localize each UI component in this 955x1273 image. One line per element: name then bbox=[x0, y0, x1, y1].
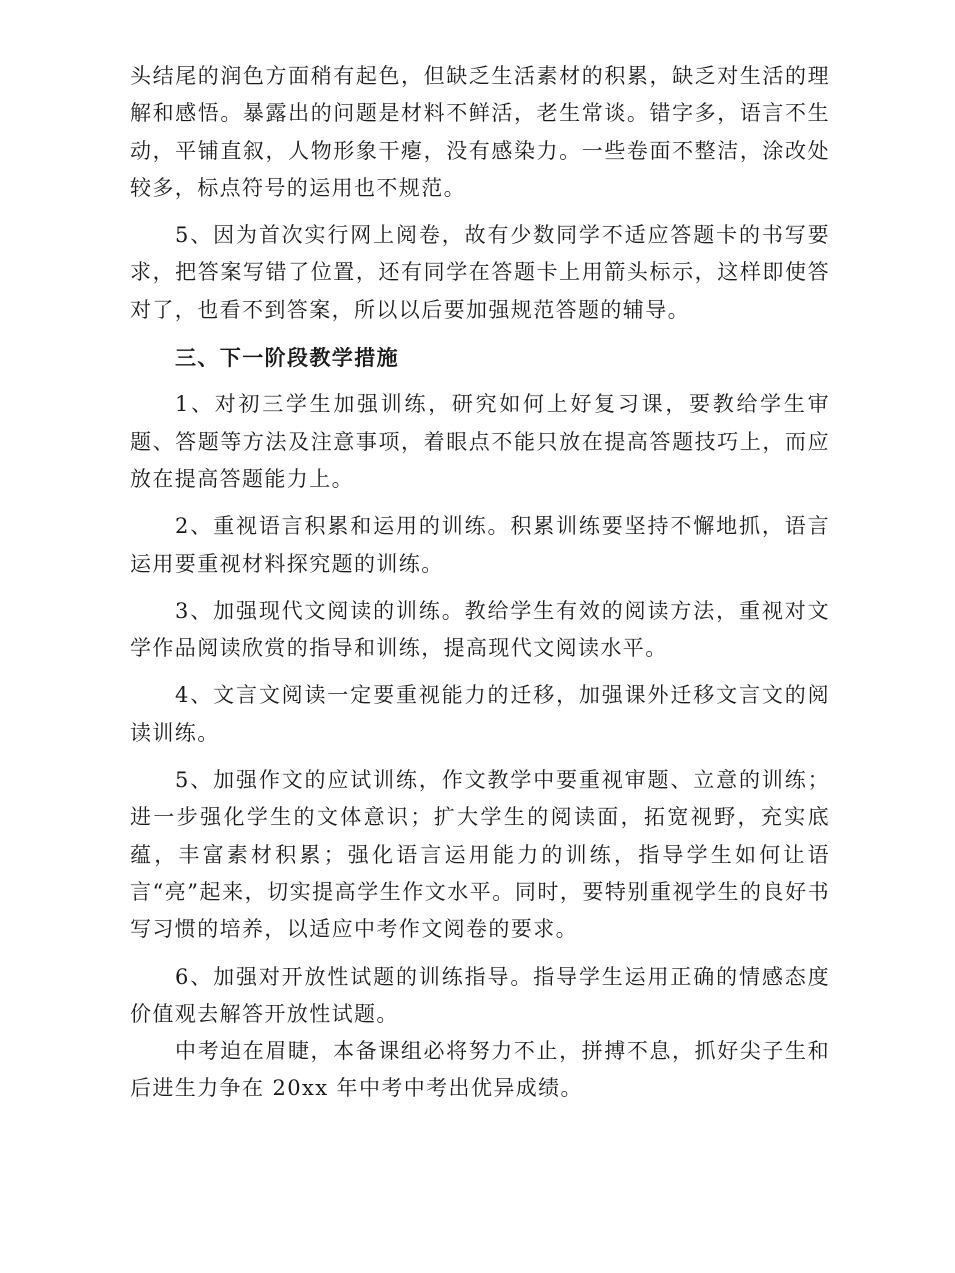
closing-paragraph: 中考迫在眉睫，本备课组必将努力不止，拼搏不息，抓好尖子生和后进生力争在 20xx 年中考中考出优异成绩。 bbox=[130, 1039, 830, 1101]
section-heading: 三、下一阶段教学措施 bbox=[175, 345, 399, 371]
paragraph-continuation: 头结尾的润色方面稍有起色，但缺乏生活素材的积累，缺乏对生活的理解和感悟。暴露出的问题是材料不鲜活，老生常谈。错字多，语言不生动，平铺直叙，人物形象干瘪，没有感染力。一些卷面不整洁，涂改处较多，标点符号的运用也不规范。 bbox=[130, 64, 830, 200]
measure-item-3: 3、加强现代文阅读的训练。教给学生有效的阅读方法，重视对文学作品阅读欣赏的指导和训练，提高现代文阅读水平。 bbox=[130, 598, 830, 661]
measure-item-4: 4、文言文阅读一定要重视能力的迁移，加强课外迁移文言文的阅读训练。 bbox=[130, 683, 830, 745]
measure-item-2: 2、重视语言积累和运用的训练。积累训练要坚持不懈地抓，语言运用要重视材料探究题的训练。 bbox=[130, 514, 830, 576]
measure-item-5: 5、加强作文的应试训练，作文教学中要重视审题、立意的训练；进一步强化学生的文体意识；扩大学生的阅读面，拓宽视野，充实底蕴，丰富素材积累；强化语言运用能力的训练，指导学生如何让语言“亮”起来，切实提高学生作文水平。同时，要特别重视学生的良好书写习惯的培养，以适应中考作文阅卷的要求。 bbox=[130, 768, 830, 942]
document-page bbox=[130, 58, 830, 1108]
measure-item-6: 6、加强对开放性试题的训练指导。指导学生运用正确的情感态度价值观去解答开放性试题。 bbox=[130, 964, 830, 1026]
measure-item-1: 1、对初三学生加强训练，研究如何上好复习课，要教给学生审题、答题等方法及注意事项，着眼点不能只放在提高答题技巧上，而应放在提高答题能力上。 bbox=[130, 392, 830, 491]
paragraph-item-5-online-marking: 5、因为首次实行网上阅卷，故有少数同学不适应答题卡的书写要求，把答案写错了位置，还有同学在答题卡上用箭头标示，这样即使答对了，也看不到答案，所以以后要加强规范答题的辅导。 bbox=[130, 223, 830, 322]
